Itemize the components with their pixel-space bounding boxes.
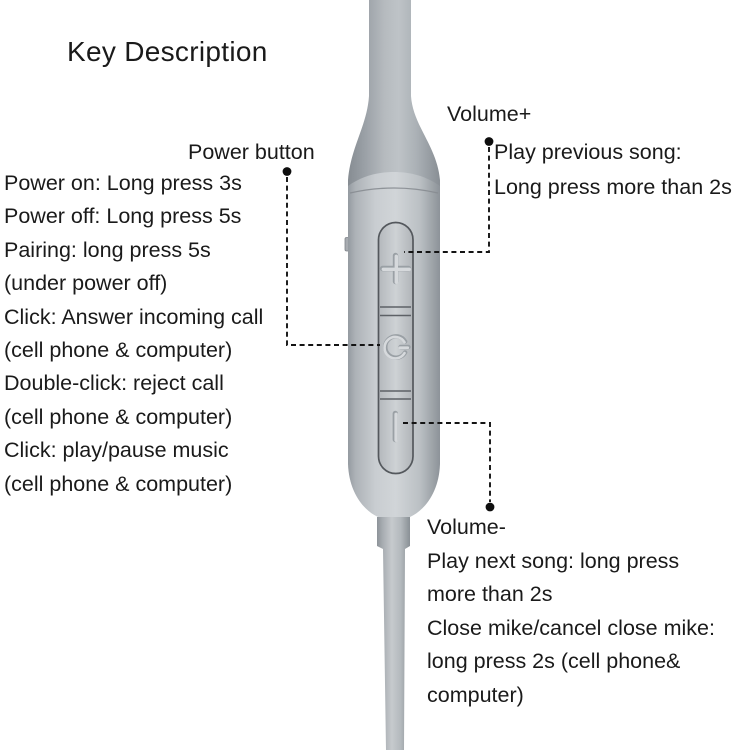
description-line: Close mike/cancel close mike: xyxy=(427,615,715,640)
volume-up-description xyxy=(494,135,732,204)
description-line: long press 2s (cell phone& xyxy=(427,649,681,674)
description-line: Double-click: reject call xyxy=(4,371,224,396)
volume-down-label: Volume- xyxy=(427,515,506,539)
power-button-label: Power button xyxy=(188,140,315,164)
power-button-description xyxy=(4,167,263,501)
description-line: more than 2s xyxy=(427,582,553,607)
volume-down-description xyxy=(427,511,715,713)
description-line: (under power off) xyxy=(4,271,168,296)
description-line: Play next song: long press xyxy=(427,548,680,573)
description-line: (cell phone & computer) xyxy=(4,471,233,496)
description-line: computer) xyxy=(427,682,524,707)
volume-down-button xyxy=(395,414,396,441)
description-line: Play previous song: xyxy=(494,140,682,164)
description-line: (cell phone & computer) xyxy=(4,404,233,429)
description-line: (cell phone & computer) xyxy=(4,338,233,363)
cable-bottom xyxy=(377,517,410,750)
description-line: Long press more than 2s xyxy=(494,174,732,199)
cable-top xyxy=(348,0,440,192)
volume-up-label: Volume+ xyxy=(447,102,532,126)
description-line: Pairing: long press 5s xyxy=(4,237,211,262)
minus-icon xyxy=(395,414,396,441)
description-line: Power off: Long press 5s xyxy=(4,204,242,229)
description-line: Click: Answer incoming call xyxy=(4,304,264,329)
page-title: Key Description xyxy=(67,36,268,67)
description-line: Click: play/pause music xyxy=(4,438,229,463)
connector-dot-power xyxy=(283,167,292,176)
connector-dot-volume-up xyxy=(485,137,494,146)
description-line: Power on: Long press 3s xyxy=(4,171,242,195)
